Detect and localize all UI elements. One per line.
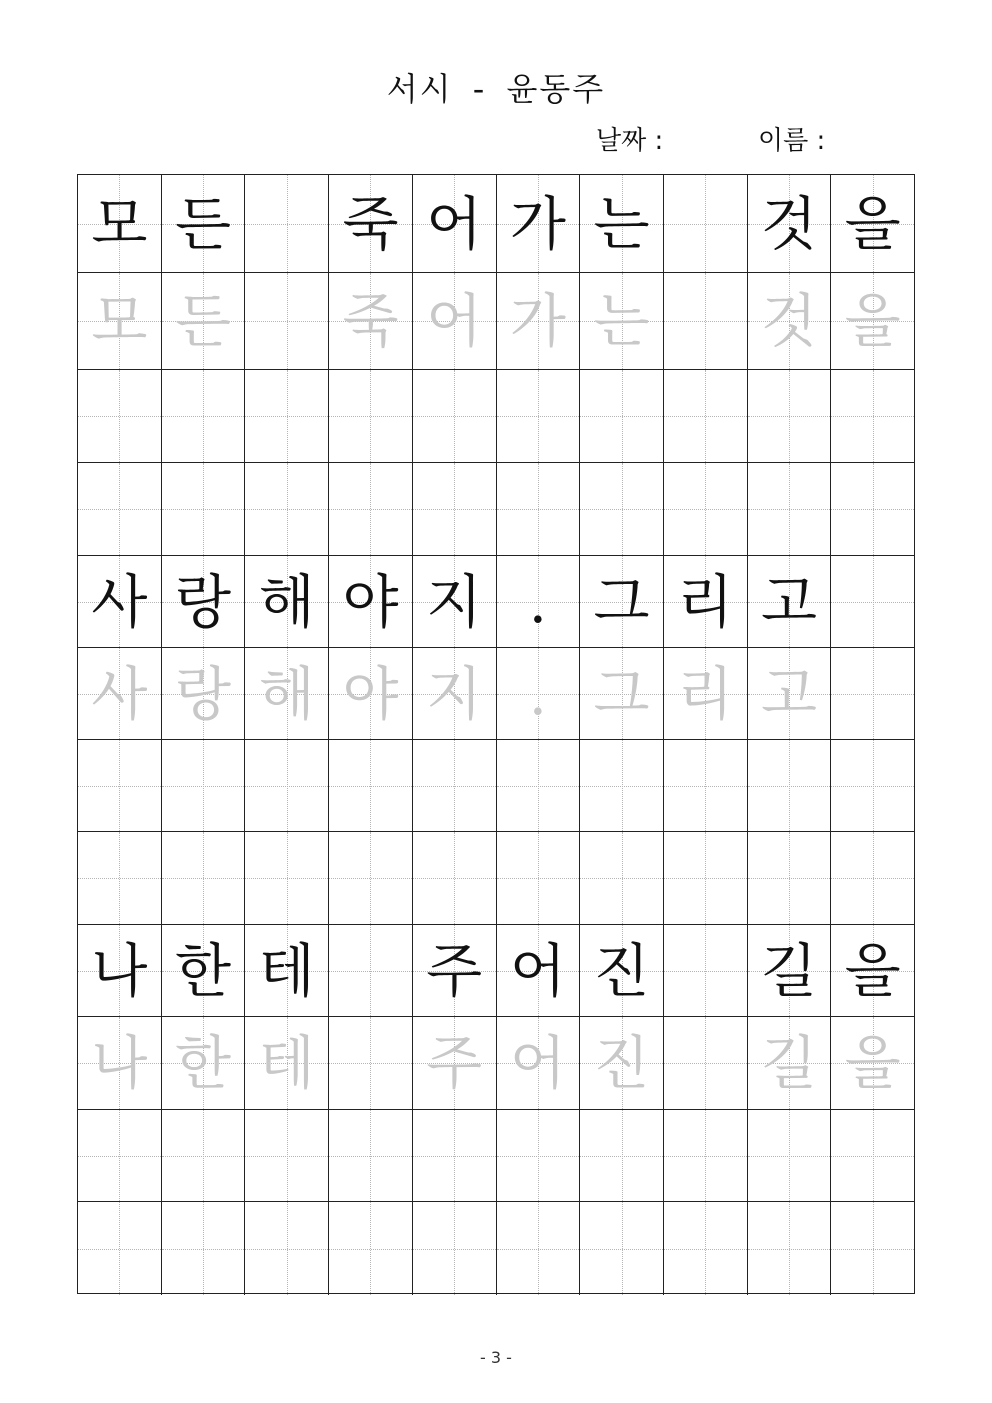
blank-cell (580, 463, 664, 556)
trace-cell (245, 1017, 329, 1110)
blank-cell (329, 1202, 413, 1295)
blank-row (78, 370, 914, 463)
trace-cell (831, 1017, 914, 1110)
date-label: 날짜 : (596, 126, 664, 156)
trace-cell (329, 648, 413, 740)
trace-cell (748, 648, 832, 740)
trace-cell (664, 273, 748, 370)
trace-cell (831, 648, 914, 740)
text-row (78, 175, 914, 273)
trace-cell (580, 273, 664, 370)
blank-cell (413, 1110, 497, 1202)
trace-cell (78, 1017, 162, 1110)
blank-cell (497, 1110, 581, 1202)
blank-cell (831, 463, 914, 556)
character-cell (580, 175, 664, 273)
blank-cell (580, 370, 664, 463)
trace-character: 것 (760, 287, 817, 355)
trace-character: 랑 (175, 659, 232, 728)
trace-cell (413, 1017, 497, 1110)
blank-cell (580, 1110, 664, 1202)
trace-cell (78, 648, 162, 740)
blank-cell (162, 370, 246, 463)
blank-cell (413, 370, 497, 463)
blank-cell (497, 740, 581, 832)
blank-cell (413, 463, 497, 556)
blank-cell (329, 832, 413, 925)
trace-cell (162, 648, 246, 740)
blank-cell (497, 463, 581, 556)
model-character: 것 (760, 189, 817, 258)
model-character: 야 (342, 567, 399, 636)
character-cell (748, 925, 832, 1017)
blank-cell (78, 463, 162, 556)
trace-cell (329, 273, 413, 370)
blank-cell (162, 740, 246, 832)
trace-cell (245, 648, 329, 740)
trace-cell (329, 1017, 413, 1110)
trace-character: 는 (593, 287, 650, 355)
model-character: 는 (593, 189, 650, 258)
model-character: 리 (677, 567, 734, 636)
trace-character: 야 (342, 659, 399, 728)
blank-cell (245, 740, 329, 832)
character-cell (245, 175, 329, 273)
blank-cell (497, 370, 581, 463)
character-cell (664, 175, 748, 273)
character-cell (831, 556, 914, 648)
character-cell (329, 556, 413, 648)
blank-cell (245, 463, 329, 556)
blank-cell (831, 740, 914, 832)
trace-cell (413, 648, 497, 740)
trace-character: 나 (91, 1029, 148, 1097)
trace-character: 주 (426, 1029, 483, 1097)
model-character: 어 (426, 189, 483, 258)
character-cell (78, 556, 162, 648)
trace-cell (580, 648, 664, 740)
blank-cell (748, 832, 832, 925)
model-character: 든 (175, 189, 232, 258)
model-character: 가 (509, 189, 566, 258)
character-cell (831, 925, 914, 1017)
trace-row (78, 1017, 914, 1110)
trace-cell (162, 1017, 246, 1110)
blank-cell (78, 370, 162, 463)
trace-character: 테 (258, 1029, 315, 1097)
model-character: 고 (760, 567, 817, 636)
blank-cell (664, 1202, 748, 1295)
blank-cell (664, 463, 748, 556)
trace-character: 을 (844, 287, 901, 355)
blank-cell (162, 463, 246, 556)
blank-cell (664, 832, 748, 925)
trace-character: 가 (509, 287, 566, 355)
blank-cell (748, 370, 832, 463)
model-character: 지 (426, 567, 483, 636)
model-character: 테 (258, 936, 315, 1005)
trace-cell (78, 273, 162, 370)
blank-row (78, 1202, 914, 1295)
trace-character: 을 (844, 1029, 901, 1097)
character-cell (162, 556, 246, 648)
character-cell (748, 175, 832, 273)
blank-cell (329, 463, 413, 556)
trace-cell (580, 1017, 664, 1110)
blank-cell (664, 370, 748, 463)
model-character: 그 (593, 567, 650, 636)
blank-cell (831, 1110, 914, 1202)
blank-cell (748, 463, 832, 556)
blank-cell (580, 740, 664, 832)
model-character: 랑 (175, 567, 232, 636)
blank-cell (413, 1202, 497, 1295)
blank-cell (664, 740, 748, 832)
character-cell (162, 175, 246, 273)
trace-row (78, 273, 914, 370)
blank-cell (748, 740, 832, 832)
blank-cell (413, 740, 497, 832)
character-cell (245, 556, 329, 648)
model-character: 진 (593, 936, 650, 1005)
blank-row (78, 1110, 914, 1202)
text-row (78, 556, 914, 648)
character-cell (580, 925, 664, 1017)
blank-row (78, 740, 914, 832)
trace-character: 한 (175, 1029, 232, 1097)
blank-cell (831, 370, 914, 463)
model-character: 길 (760, 936, 817, 1005)
trace-cell (497, 1017, 581, 1110)
character-cell (497, 556, 581, 648)
blank-cell (748, 1202, 832, 1295)
trace-character: 죽 (342, 287, 399, 355)
blank-cell (748, 1110, 832, 1202)
model-character: 주 (426, 936, 483, 1005)
character-cell (329, 175, 413, 273)
trace-character: 길 (760, 1029, 817, 1097)
trace-character: . (528, 659, 548, 728)
blank-cell (162, 832, 246, 925)
character-cell (580, 556, 664, 648)
blank-cell (245, 832, 329, 925)
trace-cell (748, 1017, 832, 1110)
text-row (78, 925, 914, 1017)
model-character: 사 (91, 567, 148, 636)
model-character: 모 (91, 189, 148, 258)
blank-cell (497, 832, 581, 925)
blank-cell (831, 1202, 914, 1295)
blank-cell (78, 832, 162, 925)
character-cell (748, 556, 832, 648)
writing-grid (77, 174, 915, 1294)
character-cell (413, 175, 497, 273)
blank-cell (245, 1110, 329, 1202)
character-cell (78, 925, 162, 1017)
character-cell (664, 925, 748, 1017)
character-cell (78, 175, 162, 273)
character-cell (245, 925, 329, 1017)
model-character: 을 (844, 936, 901, 1005)
character-cell (497, 925, 581, 1017)
model-character: 어 (509, 936, 566, 1005)
blank-cell (329, 740, 413, 832)
trace-character: 모 (91, 287, 148, 355)
blank-cell (580, 832, 664, 925)
trace-cell (664, 648, 748, 740)
page-title: 서시 - 윤동주 (386, 70, 606, 108)
character-cell (329, 925, 413, 1017)
character-cell (413, 556, 497, 648)
character-cell (162, 925, 246, 1017)
blank-cell (162, 1202, 246, 1295)
blank-cell (245, 1202, 329, 1295)
trace-character: 사 (91, 659, 148, 728)
blank-cell (664, 1110, 748, 1202)
trace-character: 어 (509, 1029, 566, 1097)
blank-cell (329, 370, 413, 463)
trace-character: 어 (426, 287, 483, 355)
model-character: 한 (175, 936, 232, 1005)
model-character: . (528, 567, 548, 636)
trace-cell (245, 273, 329, 370)
trace-character: 고 (760, 659, 817, 728)
trace-character: 그 (593, 659, 650, 728)
character-cell (831, 175, 914, 273)
trace-character: 해 (258, 659, 315, 728)
model-character: 해 (258, 567, 315, 636)
blank-cell (497, 1202, 581, 1295)
blank-cell (162, 1110, 246, 1202)
model-character: 나 (91, 936, 148, 1005)
trace-cell (413, 273, 497, 370)
trace-cell (831, 273, 914, 370)
trace-character: 든 (175, 287, 232, 355)
name-label: 이름 : (758, 126, 826, 156)
blank-cell (831, 832, 914, 925)
blank-row (78, 463, 914, 556)
trace-character: 진 (593, 1029, 650, 1097)
blank-cell (78, 740, 162, 832)
character-cell (497, 175, 581, 273)
trace-cell (664, 1017, 748, 1110)
trace-character: 리 (677, 659, 734, 728)
trace-cell (497, 648, 581, 740)
trace-cell (497, 273, 581, 370)
blank-cell (78, 1110, 162, 1202)
model-character: 을 (844, 189, 901, 258)
blank-cell (580, 1202, 664, 1295)
trace-cell (162, 273, 246, 370)
trace-character: 지 (426, 659, 483, 728)
blank-cell (78, 1202, 162, 1295)
blank-cell (413, 832, 497, 925)
blank-row (78, 832, 914, 925)
character-cell (413, 925, 497, 1017)
trace-cell (748, 273, 832, 370)
model-character: 죽 (342, 189, 399, 258)
blank-cell (245, 370, 329, 463)
blank-cell (329, 1110, 413, 1202)
page-number: - 3 - (480, 1348, 512, 1367)
trace-row (78, 648, 914, 740)
character-cell (664, 556, 748, 648)
